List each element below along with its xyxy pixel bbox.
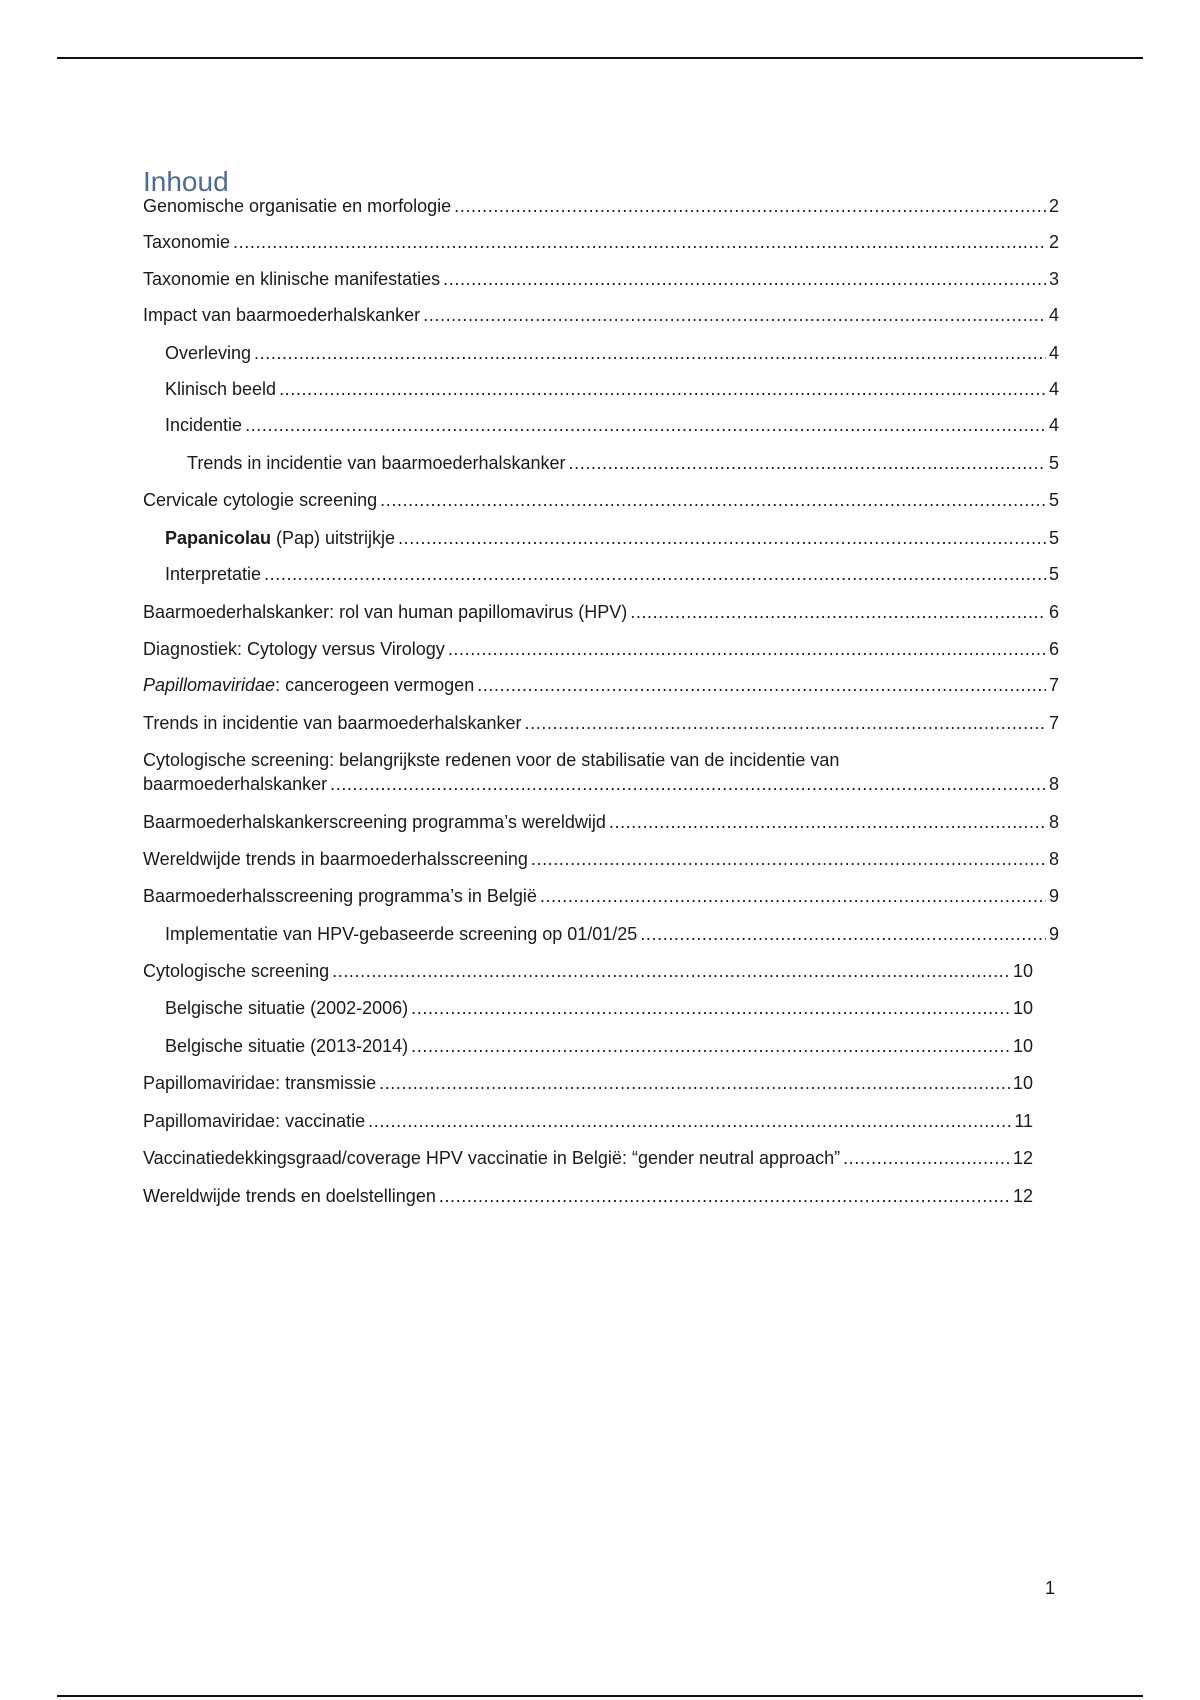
toc-entry-text: Baarmoederhalskankerscreening programma’s wereldwijd [143,812,606,832]
toc-entry[interactable] [143,637,1059,661]
toc-entry-rest-text: (Pap) uitstrijkje [271,528,396,548]
toc-page-number: 2 [1048,196,1059,216]
toc-leader-dots [531,847,1046,871]
toc-page-number: 7 [1048,675,1059,695]
toc-entry[interactable] [143,884,1059,908]
toc-leader-dots [640,922,1046,946]
toc-entry[interactable] [165,526,1059,550]
toc-leader-dots [569,451,1046,475]
toc-entry[interactable] [165,922,1059,946]
toc-entry-line2 [143,772,1059,796]
toc-entry-text: baarmoederhalskanker [143,774,328,794]
toc-leader-dots [379,1071,1010,1095]
toc-page-number: 8 [1048,812,1059,832]
toc-leader-dots [540,884,1046,908]
toc-leader-dots [423,303,1046,327]
toc-page-number: 4 [1048,379,1059,399]
toc-entry[interactable] [143,847,1059,871]
toc-leader-dots [264,562,1046,586]
toc-page-number: 8 [1048,849,1059,869]
toc-page-number: 5 [1048,490,1059,510]
toc-leader-dots [330,772,1046,796]
toc-page-number: 10 [1012,1036,1033,1056]
toc-entry-text: Taxonomie [143,232,231,252]
footer-rule [57,1695,1143,1697]
toc-leader-dots [448,637,1046,661]
toc-entry-text: Belgische situatie (2013-2014) [165,1036,409,1056]
toc-leader-dots [443,267,1046,291]
toc-entry[interactable] [187,451,1059,475]
toc-leader-dots [477,673,1046,697]
toc-leader-dots [368,1109,1011,1133]
toc-entry[interactable] [165,996,1033,1020]
toc-entry-text: Papillomaviridae: transmissie [143,1073,377,1093]
header-rule [57,57,1143,59]
toc-entry-rest-text: : cancerogeen vermogen [275,675,475,695]
toc-leader-dots [525,711,1046,735]
toc-entry-text: Wereldwijde trends en doelstellingen [143,1186,436,1206]
toc-entry[interactable] [143,959,1033,983]
toc-entry[interactable] [165,1034,1033,1058]
toc-entry[interactable] [143,1109,1033,1133]
toc-page-number: 8 [1048,774,1059,794]
toc-leader-dots [411,996,1010,1020]
toc-page-number: 10 [1012,998,1033,1018]
toc-entry-text: Trends in incidentie van baarmoederhalskanker [187,453,566,473]
toc-entry-text: Wereldwijde trends in baarmoederhalsscreening [143,849,528,869]
toc-entry-text: Incidentie [165,415,243,435]
toc-page-number: 5 [1048,528,1059,548]
toc-page-number: 10 [1012,1073,1033,1093]
toc-page-number: 9 [1048,886,1059,906]
toc-entry[interactable] [143,1071,1033,1095]
toc-page-number: 7 [1048,713,1059,733]
toc-entry[interactable] [143,194,1059,218]
toc-leader-dots [439,1184,1010,1208]
toc-entry-text: Overleving [165,343,252,363]
toc-entry-text: Baarmoederhalskanker: rol van human papillomavirus (HPV) [143,602,628,622]
toc-leader-dots [279,377,1046,401]
toc-entry[interactable] [143,673,1059,697]
toc-entry-italic-text: Papillomaviridae [143,675,276,695]
toc-page-number: 6 [1048,602,1059,622]
toc-entry[interactable] [143,267,1059,291]
toc-leader-dots [630,600,1046,624]
toc-entry[interactable] [165,341,1059,365]
toc-page-number: 5 [1048,564,1059,584]
toc-leader-dots [398,526,1046,550]
toc-entry-text: Genomische organisatie en morfologie [143,196,452,216]
toc-leader-dots [245,413,1046,437]
toc-page-number: 6 [1048,639,1059,659]
toc-entry[interactable] [143,810,1059,834]
toc-entry-text: Klinisch beeld [165,379,277,399]
toc-entry[interactable] [143,1184,1033,1208]
toc-entry-text: Papillomaviridae: vaccinatie [143,1111,366,1131]
toc-entry-text: Cervicale cytologie screening [143,490,378,510]
toc-entry-text: Impact van baarmoederhalskanker [143,305,421,325]
toc-entry[interactable] [143,488,1059,512]
toc-entry[interactable] [143,748,1059,796]
toc-page-number: 12 [1012,1186,1033,1206]
toc-entry[interactable] [165,413,1059,437]
toc-entry-text: Baarmoederhalsscreening programma’s in België [143,886,537,906]
toc-page-number: 10 [1012,961,1033,981]
toc-page-number: 9 [1048,924,1059,944]
toc-page-number: 4 [1048,415,1059,435]
toc-page-number: 4 [1048,343,1059,363]
toc-page-number: 3 [1048,269,1059,289]
toc-leader-dots [411,1034,1010,1058]
toc-entry[interactable] [165,377,1059,401]
toc-entry[interactable] [143,600,1059,624]
toc-leader-dots [233,230,1046,254]
toc-entry-text: Trends in incidentie van baarmoederhalskanker [143,713,522,733]
toc-title: Inhoud [143,166,229,197]
toc-entry-text [143,673,474,697]
toc-entry[interactable] [143,711,1059,735]
toc-entry[interactable] [143,230,1059,254]
toc-leader-dots [254,341,1046,365]
toc-page-number: 2 [1048,232,1059,252]
toc-entry[interactable] [165,562,1059,586]
page-number: 1 [1045,1578,1056,1598]
toc-entry-text: Vaccinatiedekkingsgraad/coverage HPV vaccinatie in België: “gender neutral approach” [143,1148,841,1168]
toc-entry-text: Belgische situatie (2002-2006) [165,998,409,1018]
toc-page-number: 12 [1012,1148,1033,1168]
toc-entry-text: Diagnostiek: Cytology versus Virology [143,639,445,659]
toc-leader-dots [609,810,1046,834]
toc-entry-text: Implementatie van HPV-gebaseerde screening op 01/01/25 [165,924,638,944]
toc-leader-dots [843,1146,1010,1170]
toc-page-number: 4 [1048,305,1059,325]
toc-entry-bold-text: Papanicolau [165,528,272,548]
toc-entry-text [165,526,395,550]
toc-page-number: 5 [1048,453,1059,473]
toc-leader-dots [380,488,1046,512]
toc-entry-text: Taxonomie en klinische manifestaties [143,269,441,289]
toc-entry-text: Cytologische screening [143,961,330,981]
toc-entry-text-line1: Cytologische screening: belangrijkste redenen voor de stabilisatie van de incidentie van [143,750,840,770]
toc-entry[interactable] [143,1146,1033,1170]
toc-entry[interactable] [143,303,1059,327]
toc-page-number: 11 [1014,1111,1033,1131]
toc-leader-dots [454,194,1046,218]
toc-entry-text: Interpretatie [165,564,262,584]
toc-leader-dots [332,959,1010,983]
